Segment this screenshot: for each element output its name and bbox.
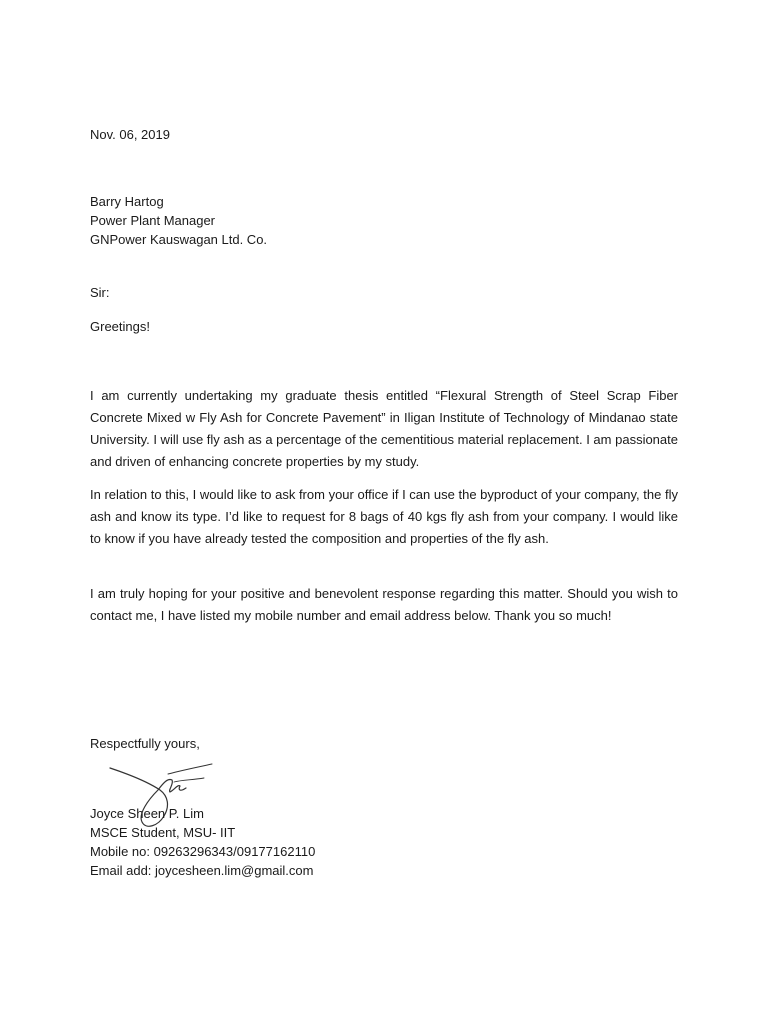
recipient-title: Power Plant Manager	[90, 213, 216, 228]
body-paragraph-1: I am currently undertaking my graduate thesis entitled “Flexural Strength of Steel Scrap Fiber Concrete Mixed w Fly Ash for Concrete Pavement” in Iligan Institute of Technology of Mindanao state University. I will use fly ash as a percentage of the cementitious material replacement. I am passionate and driven of enhancing concrete properties by my study.	[90, 388, 678, 469]
body-paragraph-2: In relation to this, I would like to ask from your office if I can use the byproduct of your company, the fly ash and know its type. I’d like to request for 8 bags of 40 kgs fly ash from your company. I would like to know if you have already tested the composition and properties of the fly ash.	[90, 487, 678, 546]
sender-name: Joyce Sheen P. Lim	[90, 806, 204, 821]
recipient-name: Barry Hartog	[90, 194, 164, 209]
closing: Respectfully yours,	[90, 736, 200, 751]
sender-mobile: Mobile no: 09263296343/09177162110	[90, 844, 316, 859]
letter-date: Nov. 06, 2019	[90, 127, 170, 142]
recipient-company: GNPower Kauswagan Ltd. Co.	[90, 232, 268, 247]
greeting: Greetings!	[90, 319, 150, 334]
sender-position: MSCE Student, MSU- IIT	[90, 825, 236, 840]
sender-email: Email add: joycesheen.lim@gmail.com	[90, 863, 314, 878]
salutation: Sir:	[90, 285, 110, 300]
body-paragraph-3: I am truly hoping for your positive and benevolent response regarding this matter. Should you wish to contact me, I have listed my mobile number and email address below. Thank you so much!	[90, 586, 678, 623]
